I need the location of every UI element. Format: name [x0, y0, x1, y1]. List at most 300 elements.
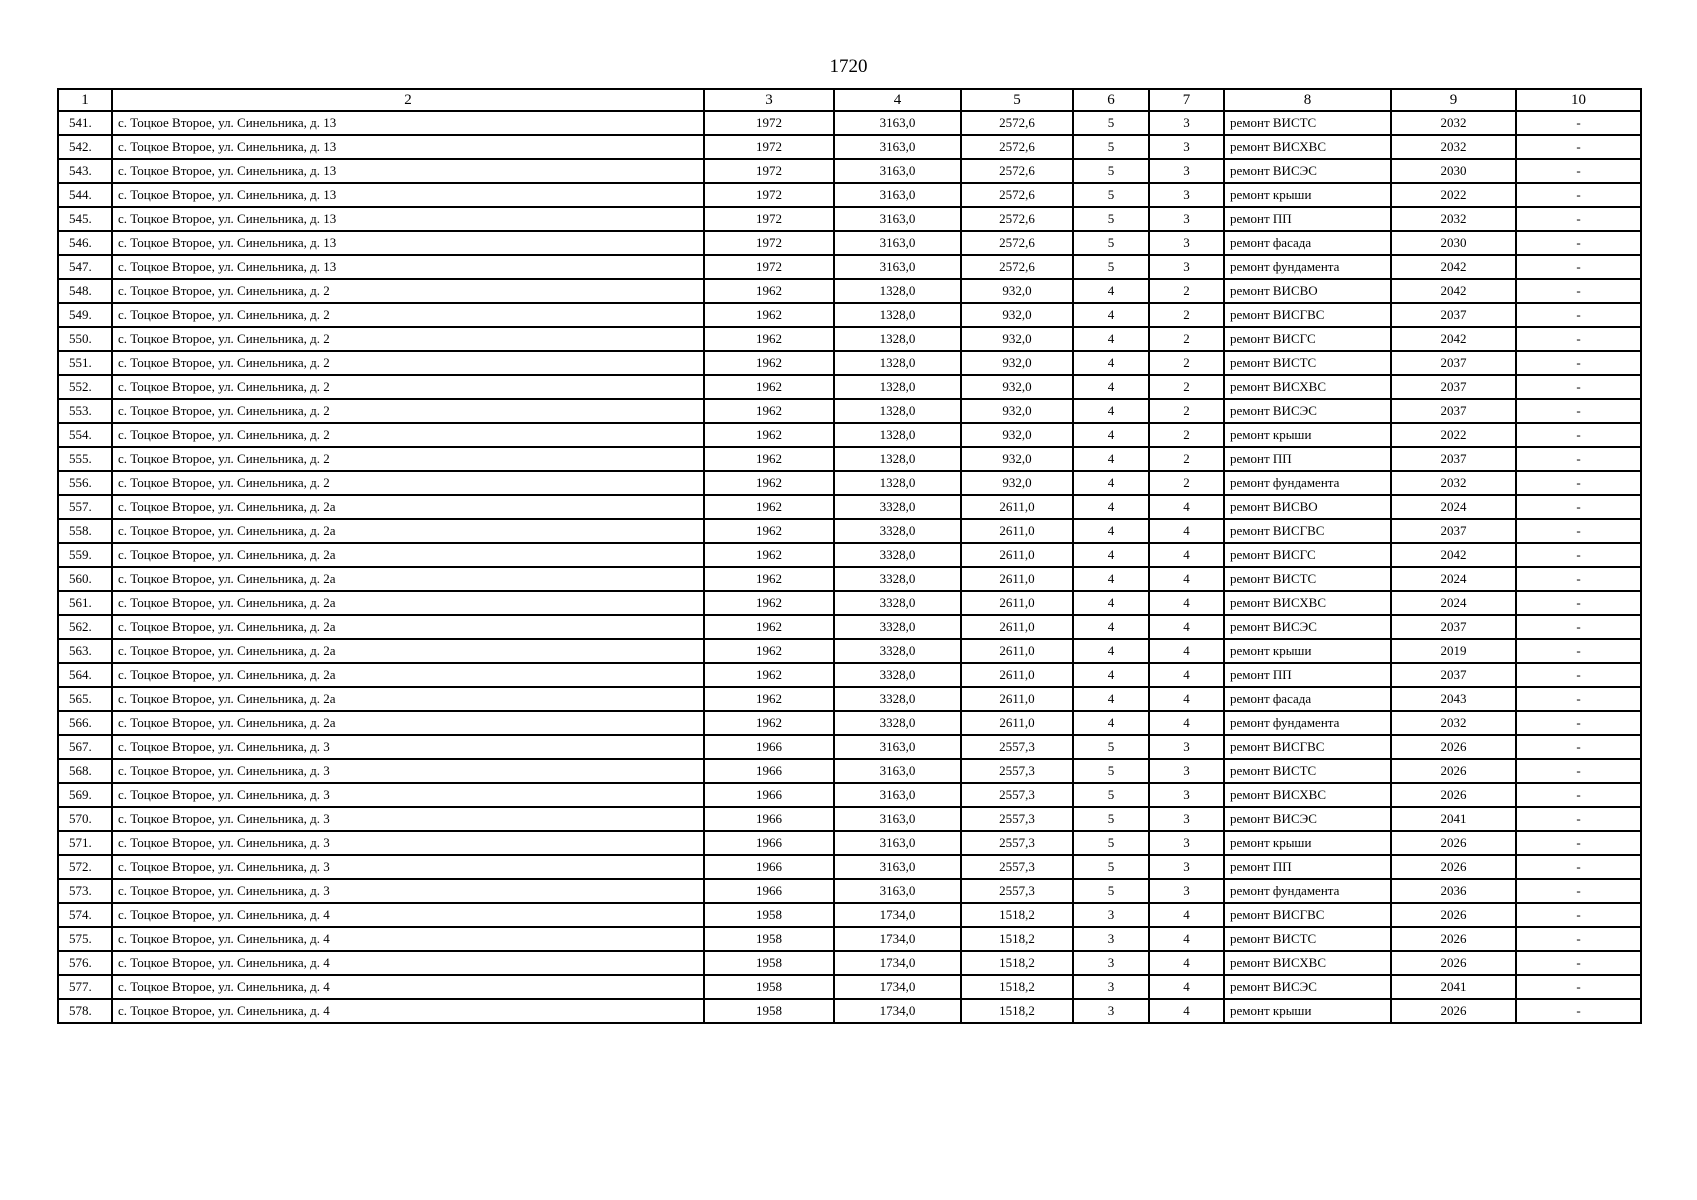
cell-work-type: ремонт ВИСЭС — [1224, 975, 1391, 999]
cell-row-number: 561. — [58, 591, 112, 615]
table-row — [58, 231, 1641, 255]
cell-entrances: 2 — [1149, 447, 1224, 471]
cell-total-area: 1328,0 — [834, 303, 961, 327]
cell-row-number: 577. — [58, 975, 112, 999]
cell-living-area: 1518,2 — [961, 951, 1073, 975]
cell-entrances: 4 — [1149, 495, 1224, 519]
cell-work-type: ремонт ВИСТС — [1224, 111, 1391, 135]
cell-year-built: 1962 — [704, 495, 834, 519]
cell-address: с. Тоцкое Второе, ул. Синельника, д. 4 — [112, 999, 704, 1023]
cell-planned-year: 2042 — [1391, 327, 1516, 351]
cell-work-type: ремонт ВИСГВС — [1224, 903, 1391, 927]
cell-work-type: ремонт ВИСЭС — [1224, 159, 1391, 183]
cell-row-number: 578. — [58, 999, 112, 1023]
table-row — [58, 351, 1641, 375]
cell-entrances: 4 — [1149, 591, 1224, 615]
cell-total-area: 1734,0 — [834, 951, 961, 975]
cell-address: с. Тоцкое Второе, ул. Синельника, д. 3 — [112, 855, 704, 879]
cell-floors: 5 — [1073, 231, 1149, 255]
cell-total-area: 1734,0 — [834, 927, 961, 951]
cell-address: с. Тоцкое Второе, ул. Синельника, д. 4 — [112, 903, 704, 927]
cell-total-area: 1328,0 — [834, 423, 961, 447]
cell-year-built: 1962 — [704, 519, 834, 543]
cell-row-number: 549. — [58, 303, 112, 327]
cell-living-area: 2611,0 — [961, 663, 1073, 687]
cell-planned-year: 2042 — [1391, 543, 1516, 567]
cell-year-built: 1972 — [704, 135, 834, 159]
cell-entrances: 3 — [1149, 255, 1224, 279]
cell-living-area: 932,0 — [961, 327, 1073, 351]
cell-total-area: 3328,0 — [834, 591, 961, 615]
cell-work-type: ремонт ВИСГС — [1224, 327, 1391, 351]
cell-work-type: ремонт ВИСГВС — [1224, 519, 1391, 543]
cell-row-number: 555. — [58, 447, 112, 471]
cell-planned-year: 2032 — [1391, 711, 1516, 735]
cell-row-number: 575. — [58, 927, 112, 951]
cell-planned-year: 2041 — [1391, 807, 1516, 831]
cell-floors: 4 — [1073, 375, 1149, 399]
cell-note: - — [1516, 447, 1641, 471]
cell-entrances: 3 — [1149, 135, 1224, 159]
cell-address: с. Тоцкое Второе, ул. Синельника, д. 4 — [112, 927, 704, 951]
cell-living-area: 2611,0 — [961, 711, 1073, 735]
cell-total-area: 3163,0 — [834, 255, 961, 279]
cell-year-built: 1962 — [704, 423, 834, 447]
cell-work-type: ремонт фасада — [1224, 687, 1391, 711]
cell-note: - — [1516, 135, 1641, 159]
cell-note: - — [1516, 399, 1641, 423]
cell-total-area: 3163,0 — [834, 759, 961, 783]
cell-year-built: 1962 — [704, 279, 834, 303]
cell-total-area: 3328,0 — [834, 615, 961, 639]
cell-total-area: 3163,0 — [834, 135, 961, 159]
cell-note: - — [1516, 711, 1641, 735]
cell-year-built: 1962 — [704, 663, 834, 687]
cell-floors: 4 — [1073, 687, 1149, 711]
cell-floors: 4 — [1073, 423, 1149, 447]
cell-planned-year: 2022 — [1391, 183, 1516, 207]
table-row — [58, 183, 1641, 207]
cell-row-number: 544. — [58, 183, 112, 207]
cell-row-number: 569. — [58, 783, 112, 807]
cell-total-area: 3328,0 — [834, 519, 961, 543]
cell-planned-year: 2026 — [1391, 951, 1516, 975]
cell-address: с. Тоцкое Второе, ул. Синельника, д. 2 — [112, 471, 704, 495]
cell-entrances: 4 — [1149, 975, 1224, 999]
cell-entrances: 4 — [1149, 951, 1224, 975]
cell-year-built: 1966 — [704, 807, 834, 831]
cell-floors: 5 — [1073, 183, 1149, 207]
cell-work-type: ремонт ВИСЭС — [1224, 615, 1391, 639]
cell-entrances: 4 — [1149, 519, 1224, 543]
cell-entrances: 4 — [1149, 687, 1224, 711]
cell-entrances: 3 — [1149, 207, 1224, 231]
cell-address: с. Тоцкое Второе, ул. Синельника, д. 4 — [112, 975, 704, 999]
cell-entrances: 2 — [1149, 351, 1224, 375]
cell-total-area: 1328,0 — [834, 279, 961, 303]
cell-entrances: 3 — [1149, 111, 1224, 135]
cell-row-number: 576. — [58, 951, 112, 975]
cell-planned-year: 2037 — [1391, 615, 1516, 639]
cell-living-area: 2572,6 — [961, 159, 1073, 183]
cell-planned-year: 2043 — [1391, 687, 1516, 711]
cell-row-number: 574. — [58, 903, 112, 927]
cell-living-area: 1518,2 — [961, 999, 1073, 1023]
cell-work-type: ремонт крыши — [1224, 639, 1391, 663]
column-header: 3 — [704, 89, 834, 111]
column-header: 1 — [58, 89, 112, 111]
cell-row-number: 570. — [58, 807, 112, 831]
cell-entrances: 4 — [1149, 663, 1224, 687]
table-row — [58, 615, 1641, 639]
table-row — [58, 879, 1641, 903]
cell-work-type: ремонт ВИСТС — [1224, 759, 1391, 783]
cell-total-area: 1328,0 — [834, 471, 961, 495]
cell-year-built: 1958 — [704, 999, 834, 1023]
cell-work-type: ремонт ВИСХВС — [1224, 135, 1391, 159]
cell-living-area: 2572,6 — [961, 111, 1073, 135]
cell-note: - — [1516, 303, 1641, 327]
cell-entrances: 3 — [1149, 231, 1224, 255]
cell-row-number: 560. — [58, 567, 112, 591]
cell-total-area: 3163,0 — [834, 879, 961, 903]
cell-living-area: 932,0 — [961, 447, 1073, 471]
cell-address: с. Тоцкое Второе, ул. Синельника, д. 2а — [112, 495, 704, 519]
cell-address: с. Тоцкое Второе, ул. Синельника, д. 2а — [112, 615, 704, 639]
cell-note: - — [1516, 255, 1641, 279]
table-row — [58, 567, 1641, 591]
cell-total-area: 3163,0 — [834, 855, 961, 879]
cell-note: - — [1516, 879, 1641, 903]
cell-note: - — [1516, 855, 1641, 879]
cell-work-type: ремонт ВИСТС — [1224, 567, 1391, 591]
cell-work-type: ремонт ВИСЭС — [1224, 807, 1391, 831]
cell-year-built: 1958 — [704, 951, 834, 975]
cell-year-built: 1972 — [704, 231, 834, 255]
cell-entrances: 3 — [1149, 855, 1224, 879]
cell-year-built: 1962 — [704, 687, 834, 711]
table-row — [58, 783, 1641, 807]
cell-work-type: ремонт ПП — [1224, 663, 1391, 687]
cell-entrances: 2 — [1149, 423, 1224, 447]
cell-living-area: 2611,0 — [961, 543, 1073, 567]
cell-note: - — [1516, 831, 1641, 855]
cell-living-area: 2557,3 — [961, 855, 1073, 879]
cell-floors: 5 — [1073, 735, 1149, 759]
cell-floors: 4 — [1073, 447, 1149, 471]
cell-note: - — [1516, 279, 1641, 303]
page-number: 1720 — [829, 56, 868, 77]
cell-row-number: 543. — [58, 159, 112, 183]
cell-year-built: 1962 — [704, 591, 834, 615]
cell-work-type: ремонт фундамента — [1224, 879, 1391, 903]
cell-floors: 4 — [1073, 615, 1149, 639]
cell-entrances: 3 — [1149, 759, 1224, 783]
cell-address: с. Тоцкое Второе, ул. Синельника, д. 3 — [112, 759, 704, 783]
cell-row-number: 548. — [58, 279, 112, 303]
cell-planned-year: 2042 — [1391, 279, 1516, 303]
table-row — [58, 543, 1641, 567]
cell-note: - — [1516, 351, 1641, 375]
cell-year-built: 1962 — [704, 327, 834, 351]
cell-year-built: 1972 — [704, 255, 834, 279]
cell-floors: 5 — [1073, 759, 1149, 783]
cell-floors: 4 — [1073, 471, 1149, 495]
cell-planned-year: 2026 — [1391, 903, 1516, 927]
cell-planned-year: 2041 — [1391, 975, 1516, 999]
cell-living-area: 2557,3 — [961, 879, 1073, 903]
cell-note: - — [1516, 423, 1641, 447]
cell-planned-year: 2032 — [1391, 111, 1516, 135]
cell-entrances: 3 — [1149, 879, 1224, 903]
cell-note: - — [1516, 783, 1641, 807]
cell-row-number: 565. — [58, 687, 112, 711]
cell-work-type: ремонт ВИСХВС — [1224, 375, 1391, 399]
cell-work-type: ремонт ВИСХВС — [1224, 591, 1391, 615]
cell-year-built: 1962 — [704, 375, 834, 399]
cell-address: с. Тоцкое Второе, ул. Синельника, д. 2а — [112, 519, 704, 543]
cell-year-built: 1962 — [704, 711, 834, 735]
cell-row-number: 566. — [58, 711, 112, 735]
cell-year-built: 1966 — [704, 855, 834, 879]
table-row — [58, 399, 1641, 423]
cell-row-number: 562. — [58, 615, 112, 639]
cell-floors: 4 — [1073, 543, 1149, 567]
cell-address: с. Тоцкое Второе, ул. Синельника, д. 13 — [112, 255, 704, 279]
table-row — [58, 855, 1641, 879]
cell-planned-year: 2026 — [1391, 999, 1516, 1023]
table-row — [58, 999, 1641, 1023]
table-row — [58, 735, 1641, 759]
table-row — [58, 135, 1641, 159]
cell-work-type: ремонт ВИСГВС — [1224, 303, 1391, 327]
cell-total-area: 3328,0 — [834, 567, 961, 591]
cell-planned-year: 2037 — [1391, 519, 1516, 543]
table-row — [58, 111, 1641, 135]
cell-note: - — [1516, 207, 1641, 231]
column-header: 5 — [961, 89, 1073, 111]
cell-work-type: ремонт ВИСГС — [1224, 543, 1391, 567]
cell-row-number: 559. — [58, 543, 112, 567]
cell-row-number: 567. — [58, 735, 112, 759]
cell-address: с. Тоцкое Второе, ул. Синельника, д. 2а — [112, 543, 704, 567]
cell-floors: 5 — [1073, 207, 1149, 231]
table-row — [58, 471, 1641, 495]
cell-floors: 4 — [1073, 711, 1149, 735]
table-row — [58, 519, 1641, 543]
cell-planned-year: 2037 — [1391, 351, 1516, 375]
cell-total-area: 3163,0 — [834, 735, 961, 759]
column-header: 6 — [1073, 89, 1149, 111]
cell-living-area: 2611,0 — [961, 591, 1073, 615]
cell-work-type: ремонт фундамента — [1224, 711, 1391, 735]
table-row — [58, 807, 1641, 831]
cell-total-area: 1734,0 — [834, 999, 961, 1023]
cell-floors: 4 — [1073, 303, 1149, 327]
cell-address: с. Тоцкое Второе, ул. Синельника, д. 13 — [112, 159, 704, 183]
cell-entrances: 3 — [1149, 783, 1224, 807]
cell-living-area: 2572,6 — [961, 207, 1073, 231]
cell-planned-year: 2030 — [1391, 231, 1516, 255]
cell-living-area: 2611,0 — [961, 567, 1073, 591]
cell-living-area: 932,0 — [961, 423, 1073, 447]
cell-total-area: 1328,0 — [834, 375, 961, 399]
cell-row-number: 558. — [58, 519, 112, 543]
cell-address: с. Тоцкое Второе, ул. Синельника, д. 3 — [112, 807, 704, 831]
cell-row-number: 546. — [58, 231, 112, 255]
cell-planned-year: 2037 — [1391, 375, 1516, 399]
table-row — [58, 663, 1641, 687]
cell-floors: 3 — [1073, 999, 1149, 1023]
cell-entrances: 4 — [1149, 711, 1224, 735]
cell-work-type: ремонт крыши — [1224, 831, 1391, 855]
cell-address: с. Тоцкое Второе, ул. Синельника, д. 3 — [112, 831, 704, 855]
cell-year-built: 1972 — [704, 207, 834, 231]
cell-living-area: 932,0 — [961, 279, 1073, 303]
cell-entrances: 4 — [1149, 639, 1224, 663]
cell-year-built: 1958 — [704, 927, 834, 951]
cell-planned-year: 2032 — [1391, 207, 1516, 231]
cell-entrances: 4 — [1149, 567, 1224, 591]
cell-entrances: 4 — [1149, 999, 1224, 1023]
cell-total-area: 3163,0 — [834, 159, 961, 183]
table-row — [58, 759, 1641, 783]
cell-entrances: 4 — [1149, 543, 1224, 567]
cell-year-built: 1962 — [704, 303, 834, 327]
table-body — [58, 111, 1641, 1023]
cell-note: - — [1516, 687, 1641, 711]
cell-entrances: 4 — [1149, 615, 1224, 639]
cell-living-area: 2557,3 — [961, 759, 1073, 783]
cell-floors: 5 — [1073, 807, 1149, 831]
cell-note: - — [1516, 519, 1641, 543]
cell-floors: 4 — [1073, 495, 1149, 519]
cell-living-area: 2557,3 — [961, 783, 1073, 807]
cell-note: - — [1516, 639, 1641, 663]
cell-row-number: 563. — [58, 639, 112, 663]
cell-year-built: 1962 — [704, 639, 834, 663]
cell-work-type: ремонт ПП — [1224, 855, 1391, 879]
cell-living-area: 1518,2 — [961, 927, 1073, 951]
column-header: 10 — [1516, 89, 1641, 111]
cell-planned-year: 2032 — [1391, 135, 1516, 159]
table-row — [58, 423, 1641, 447]
cell-row-number: 571. — [58, 831, 112, 855]
cell-planned-year: 2026 — [1391, 759, 1516, 783]
cell-living-area: 932,0 — [961, 303, 1073, 327]
cell-address: с. Тоцкое Второе, ул. Синельника, д. 13 — [112, 207, 704, 231]
cell-work-type: ремонт ВИСВО — [1224, 279, 1391, 303]
cell-row-number: 556. — [58, 471, 112, 495]
cell-living-area: 2557,3 — [961, 831, 1073, 855]
cell-note: - — [1516, 543, 1641, 567]
cell-planned-year: 2026 — [1391, 735, 1516, 759]
cell-work-type: ремонт ВИСХВС — [1224, 951, 1391, 975]
cell-living-area: 932,0 — [961, 471, 1073, 495]
cell-address: с. Тоцкое Второе, ул. Синельника, д. 2а — [112, 591, 704, 615]
cell-total-area: 3328,0 — [834, 639, 961, 663]
table-row — [58, 327, 1641, 351]
cell-planned-year: 2037 — [1391, 663, 1516, 687]
cell-note: - — [1516, 591, 1641, 615]
cell-total-area: 3163,0 — [834, 111, 961, 135]
cell-address: с. Тоцкое Второе, ул. Синельника, д. 2а — [112, 687, 704, 711]
cell-work-type: ремонт фундамента — [1224, 471, 1391, 495]
cell-living-area: 2611,0 — [961, 687, 1073, 711]
cell-floors: 3 — [1073, 975, 1149, 999]
cell-note: - — [1516, 903, 1641, 927]
cell-living-area: 1518,2 — [961, 903, 1073, 927]
cell-note: - — [1516, 159, 1641, 183]
cell-note: - — [1516, 759, 1641, 783]
cell-planned-year: 2030 — [1391, 159, 1516, 183]
cell-row-number: 541. — [58, 111, 112, 135]
table-row — [58, 207, 1641, 231]
cell-entrances: 2 — [1149, 471, 1224, 495]
table-row — [58, 927, 1641, 951]
cell-work-type: ремонт ВИСГВС — [1224, 735, 1391, 759]
cell-entrances: 4 — [1149, 903, 1224, 927]
cell-note: - — [1516, 111, 1641, 135]
cell-entrances: 3 — [1149, 831, 1224, 855]
cell-total-area: 3163,0 — [834, 207, 961, 231]
cell-address: с. Тоцкое Второе, ул. Синельника, д. 2 — [112, 279, 704, 303]
cell-total-area: 3163,0 — [834, 831, 961, 855]
cell-planned-year: 2024 — [1391, 591, 1516, 615]
cell-row-number: 550. — [58, 327, 112, 351]
cell-planned-year: 2037 — [1391, 303, 1516, 327]
cell-address: с. Тоцкое Второе, ул. Синельника, д. 2а — [112, 663, 704, 687]
cell-floors: 4 — [1073, 591, 1149, 615]
cell-total-area: 3328,0 — [834, 687, 961, 711]
cell-address: с. Тоцкое Второе, ул. Синельника, д. 3 — [112, 879, 704, 903]
header-row — [58, 89, 1641, 111]
cell-row-number: 564. — [58, 663, 112, 687]
cell-entrances: 2 — [1149, 279, 1224, 303]
cell-planned-year: 2032 — [1391, 471, 1516, 495]
cell-planned-year: 2026 — [1391, 927, 1516, 951]
cell-row-number: 568. — [58, 759, 112, 783]
cell-note: - — [1516, 231, 1641, 255]
column-header: 8 — [1224, 89, 1391, 111]
cell-floors: 3 — [1073, 927, 1149, 951]
cell-living-area: 932,0 — [961, 351, 1073, 375]
cell-entrances: 3 — [1149, 159, 1224, 183]
cell-total-area: 3163,0 — [834, 783, 961, 807]
cell-work-type: ремонт ВИСХВС — [1224, 783, 1391, 807]
cell-total-area: 1328,0 — [834, 327, 961, 351]
table-row — [58, 495, 1641, 519]
table-row — [58, 975, 1641, 999]
cell-address: с. Тоцкое Второе, ул. Синельника, д. 4 — [112, 951, 704, 975]
cell-planned-year: 2024 — [1391, 495, 1516, 519]
cell-year-built: 1966 — [704, 759, 834, 783]
cell-note: - — [1516, 327, 1641, 351]
cell-total-area: 1328,0 — [834, 447, 961, 471]
cell-floors: 4 — [1073, 399, 1149, 423]
cell-living-area: 2611,0 — [961, 615, 1073, 639]
cell-row-number: 542. — [58, 135, 112, 159]
table-row — [58, 255, 1641, 279]
cell-address: с. Тоцкое Второе, ул. Синельника, д. 2а — [112, 567, 704, 591]
cell-address: с. Тоцкое Второе, ул. Синельника, д. 2 — [112, 423, 704, 447]
cell-living-area: 2557,3 — [961, 735, 1073, 759]
cell-planned-year: 2037 — [1391, 447, 1516, 471]
table-row — [58, 831, 1641, 855]
cell-year-built: 1958 — [704, 903, 834, 927]
cell-note: - — [1516, 999, 1641, 1023]
cell-row-number: 545. — [58, 207, 112, 231]
